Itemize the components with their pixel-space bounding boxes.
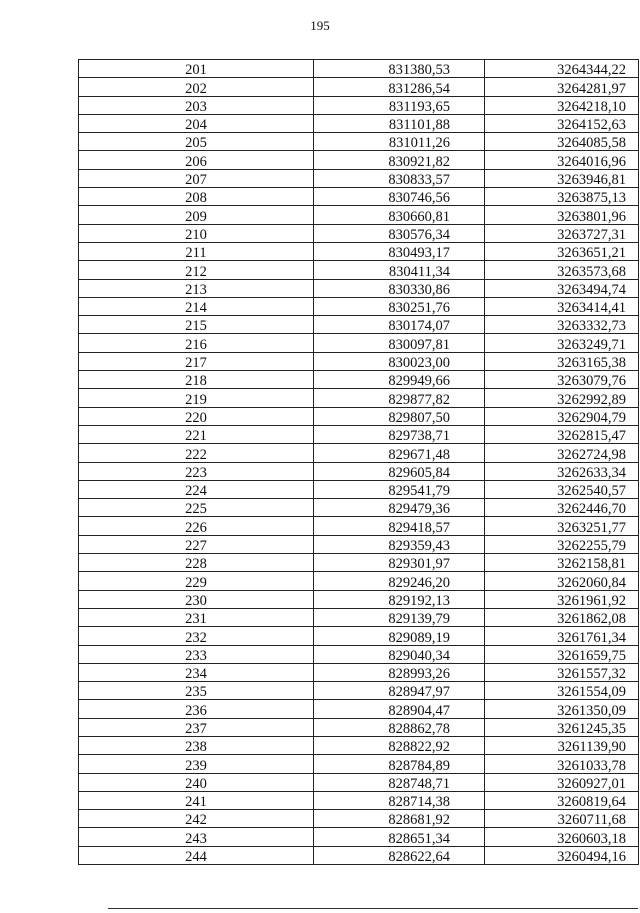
point-number-cell: 239 <box>79 755 314 773</box>
x-coordinate-cell: 830833,57 <box>314 169 485 187</box>
y-coordinate-cell: 3261350,09 <box>485 700 639 718</box>
x-coordinate-cell: 830411,34 <box>314 261 485 279</box>
table-row <box>79 297 639 315</box>
point-number-cell: 215 <box>79 316 314 334</box>
y-coordinate-cell: 3263165,38 <box>485 352 639 370</box>
x-coordinate-cell: 829040,34 <box>314 645 485 663</box>
table-row <box>79 206 639 224</box>
y-coordinate-cell: 3262060,84 <box>485 572 639 590</box>
point-number-cell: 240 <box>79 773 314 791</box>
x-coordinate-cell: 828904,47 <box>314 700 485 718</box>
x-coordinate-cell: 829671,48 <box>314 444 485 462</box>
x-coordinate-cell: 830251,76 <box>314 297 485 315</box>
point-number-cell: 237 <box>79 718 314 736</box>
x-coordinate-cell: 829359,43 <box>314 535 485 553</box>
y-coordinate-cell: 3261862,08 <box>485 608 639 626</box>
y-coordinate-cell: 3262815,47 <box>485 425 639 443</box>
table-row <box>79 114 639 132</box>
table-row <box>79 810 639 828</box>
y-coordinate-cell: 3263249,71 <box>485 334 639 352</box>
y-coordinate-cell: 3260819,64 <box>485 791 639 809</box>
point-number-cell: 241 <box>79 791 314 809</box>
x-coordinate-cell: 828681,92 <box>314 810 485 828</box>
y-coordinate-cell: 3261961,92 <box>485 590 639 608</box>
y-coordinate-cell: 3263727,31 <box>485 224 639 242</box>
table-row <box>79 389 639 407</box>
x-coordinate-cell: 829738,71 <box>314 425 485 443</box>
x-coordinate-cell: 829949,66 <box>314 371 485 389</box>
x-coordinate-cell: 831380,53 <box>314 60 485 78</box>
y-coordinate-cell: 3260927,01 <box>485 773 639 791</box>
point-number-cell: 207 <box>79 169 314 187</box>
y-coordinate-cell: 3262904,79 <box>485 407 639 425</box>
point-number-cell: 210 <box>79 224 314 242</box>
table-row <box>79 169 639 187</box>
table-row <box>79 96 639 114</box>
y-coordinate-cell: 3261761,34 <box>485 627 639 645</box>
point-number-cell: 224 <box>79 480 314 498</box>
y-coordinate-cell: 3263494,74 <box>485 279 639 297</box>
table-row <box>79 60 639 78</box>
x-coordinate-cell: 829807,50 <box>314 407 485 425</box>
y-coordinate-cell: 3261033,78 <box>485 755 639 773</box>
x-coordinate-cell: 829089,19 <box>314 627 485 645</box>
point-number-cell: 202 <box>79 78 314 96</box>
y-coordinate-cell: 3263573,68 <box>485 261 639 279</box>
table-row <box>79 791 639 809</box>
x-coordinate-cell: 830174,07 <box>314 316 485 334</box>
table-row <box>79 554 639 572</box>
y-coordinate-cell: 3263651,21 <box>485 242 639 260</box>
point-number-cell: 236 <box>79 700 314 718</box>
table-row <box>79 444 639 462</box>
point-number-cell: 212 <box>79 261 314 279</box>
y-coordinate-cell: 3264344,22 <box>485 60 639 78</box>
table-row <box>79 425 639 443</box>
point-number-cell: 228 <box>79 554 314 572</box>
table-row <box>79 407 639 425</box>
table-row <box>79 517 639 535</box>
coordinates-table <box>78 59 639 865</box>
y-coordinate-cell: 3260494,16 <box>485 846 639 864</box>
table-row <box>79 224 639 242</box>
x-coordinate-cell: 829301,97 <box>314 554 485 572</box>
x-coordinate-cell: 828947,97 <box>314 682 485 700</box>
y-coordinate-cell: 3261659,75 <box>485 645 639 663</box>
point-number-cell: 208 <box>79 188 314 206</box>
table-row <box>79 627 639 645</box>
table-row <box>79 261 639 279</box>
table-row <box>79 133 639 151</box>
y-coordinate-cell: 3262633,34 <box>485 462 639 480</box>
point-number-cell: 218 <box>79 371 314 389</box>
point-number-cell: 205 <box>79 133 314 151</box>
x-coordinate-cell: 829418,57 <box>314 517 485 535</box>
table-row <box>79 242 639 260</box>
y-coordinate-cell: 3263414,41 <box>485 297 639 315</box>
table-row <box>79 773 639 791</box>
y-coordinate-cell: 3260603,18 <box>485 828 639 846</box>
table-row <box>79 78 639 96</box>
x-coordinate-cell: 828822,92 <box>314 736 485 754</box>
table-row <box>79 316 639 334</box>
table-row <box>79 828 639 846</box>
table-row <box>79 846 639 864</box>
table-body <box>79 60 639 865</box>
point-number-cell: 220 <box>79 407 314 425</box>
table-row <box>79 718 639 736</box>
y-coordinate-cell: 3262255,79 <box>485 535 639 553</box>
point-number-cell: 206 <box>79 151 314 169</box>
page-number: 195 <box>310 18 330 33</box>
point-number-cell: 216 <box>79 334 314 352</box>
x-coordinate-cell: 828862,78 <box>314 718 485 736</box>
point-number-cell: 227 <box>79 535 314 553</box>
y-coordinate-cell: 3263801,96 <box>485 206 639 224</box>
point-number-cell: 226 <box>79 517 314 535</box>
x-coordinate-cell: 831011,26 <box>314 133 485 151</box>
table-row <box>79 700 639 718</box>
y-coordinate-cell: 3262724,98 <box>485 444 639 462</box>
point-number-cell: 238 <box>79 736 314 754</box>
table-row <box>79 663 639 681</box>
table-row <box>79 480 639 498</box>
y-coordinate-cell: 3262992,89 <box>485 389 639 407</box>
point-number-cell: 243 <box>79 828 314 846</box>
x-coordinate-cell: 829139,79 <box>314 608 485 626</box>
x-coordinate-cell: 830921,82 <box>314 151 485 169</box>
x-coordinate-cell: 829192,13 <box>314 590 485 608</box>
table-row <box>79 371 639 389</box>
point-number-cell: 230 <box>79 590 314 608</box>
table-row <box>79 535 639 553</box>
point-number-cell: 201 <box>79 60 314 78</box>
x-coordinate-cell: 829605,84 <box>314 462 485 480</box>
x-coordinate-cell: 830330,86 <box>314 279 485 297</box>
x-coordinate-cell: 829877,82 <box>314 389 485 407</box>
point-number-cell: 211 <box>79 242 314 260</box>
y-coordinate-cell: 3263251,77 <box>485 517 639 535</box>
y-coordinate-cell: 3262540,57 <box>485 480 639 498</box>
y-coordinate-cell: 3261245,35 <box>485 718 639 736</box>
x-coordinate-cell: 828651,34 <box>314 828 485 846</box>
x-coordinate-cell: 830576,34 <box>314 224 485 242</box>
table-row <box>79 499 639 517</box>
point-number-cell: 234 <box>79 663 314 681</box>
y-coordinate-cell: 3261139,90 <box>485 736 639 754</box>
point-number-cell: 213 <box>79 279 314 297</box>
y-coordinate-cell: 3261554,09 <box>485 682 639 700</box>
table-row <box>79 572 639 590</box>
y-coordinate-cell: 3263332,73 <box>485 316 639 334</box>
y-coordinate-cell: 3263079,76 <box>485 371 639 389</box>
y-coordinate-cell: 3264085,58 <box>485 133 639 151</box>
x-coordinate-cell: 828748,71 <box>314 773 485 791</box>
x-coordinate-cell: 831193,65 <box>314 96 485 114</box>
y-coordinate-cell: 3264152,63 <box>485 114 639 132</box>
x-coordinate-cell: 828784,89 <box>314 755 485 773</box>
x-coordinate-cell: 831286,54 <box>314 78 485 96</box>
x-coordinate-cell: 828622,64 <box>314 846 485 864</box>
x-coordinate-cell: 831101,88 <box>314 114 485 132</box>
y-coordinate-cell: 3262446,70 <box>485 499 639 517</box>
x-coordinate-cell: 830746,56 <box>314 188 485 206</box>
point-number-cell: 229 <box>79 572 314 590</box>
point-number-cell: 217 <box>79 352 314 370</box>
y-coordinate-cell: 3261557,32 <box>485 663 639 681</box>
x-coordinate-cell: 829479,36 <box>314 499 485 517</box>
x-coordinate-cell: 830493,17 <box>314 242 485 260</box>
point-number-cell: 203 <box>79 96 314 114</box>
table-row <box>79 608 639 626</box>
point-number-cell: 204 <box>79 114 314 132</box>
table-row <box>79 334 639 352</box>
table-row <box>79 645 639 663</box>
point-number-cell: 235 <box>79 682 314 700</box>
point-number-cell: 209 <box>79 206 314 224</box>
x-coordinate-cell: 829541,79 <box>314 480 485 498</box>
point-number-cell: 221 <box>79 425 314 443</box>
x-coordinate-cell: 828993,26 <box>314 663 485 681</box>
point-number-cell: 242 <box>79 810 314 828</box>
y-coordinate-cell: 3262158,81 <box>485 554 639 572</box>
bottom-divider <box>108 908 638 909</box>
point-number-cell: 244 <box>79 846 314 864</box>
table-row <box>79 590 639 608</box>
point-number-cell: 233 <box>79 645 314 663</box>
y-coordinate-cell: 3260711,68 <box>485 810 639 828</box>
point-number-cell: 223 <box>79 462 314 480</box>
table-row <box>79 151 639 169</box>
table-row <box>79 755 639 773</box>
point-number-cell: 231 <box>79 608 314 626</box>
y-coordinate-cell: 3263875,13 <box>485 188 639 206</box>
table-row <box>79 279 639 297</box>
table-row <box>79 352 639 370</box>
y-coordinate-cell: 3264218,10 <box>485 96 639 114</box>
x-coordinate-cell: 830097,81 <box>314 334 485 352</box>
point-number-cell: 225 <box>79 499 314 517</box>
point-number-cell: 232 <box>79 627 314 645</box>
table-row <box>79 462 639 480</box>
point-number-cell: 214 <box>79 297 314 315</box>
point-number-cell: 222 <box>79 444 314 462</box>
y-coordinate-cell: 3263946,81 <box>485 169 639 187</box>
y-coordinate-cell: 3264016,96 <box>485 151 639 169</box>
point-number-cell: 219 <box>79 389 314 407</box>
table-row <box>79 188 639 206</box>
table-row <box>79 682 639 700</box>
table-row <box>79 736 639 754</box>
x-coordinate-cell: 830023,00 <box>314 352 485 370</box>
y-coordinate-cell: 3264281,97 <box>485 78 639 96</box>
x-coordinate-cell: 828714,38 <box>314 791 485 809</box>
x-coordinate-cell: 830660,81 <box>314 206 485 224</box>
x-coordinate-cell: 829246,20 <box>314 572 485 590</box>
